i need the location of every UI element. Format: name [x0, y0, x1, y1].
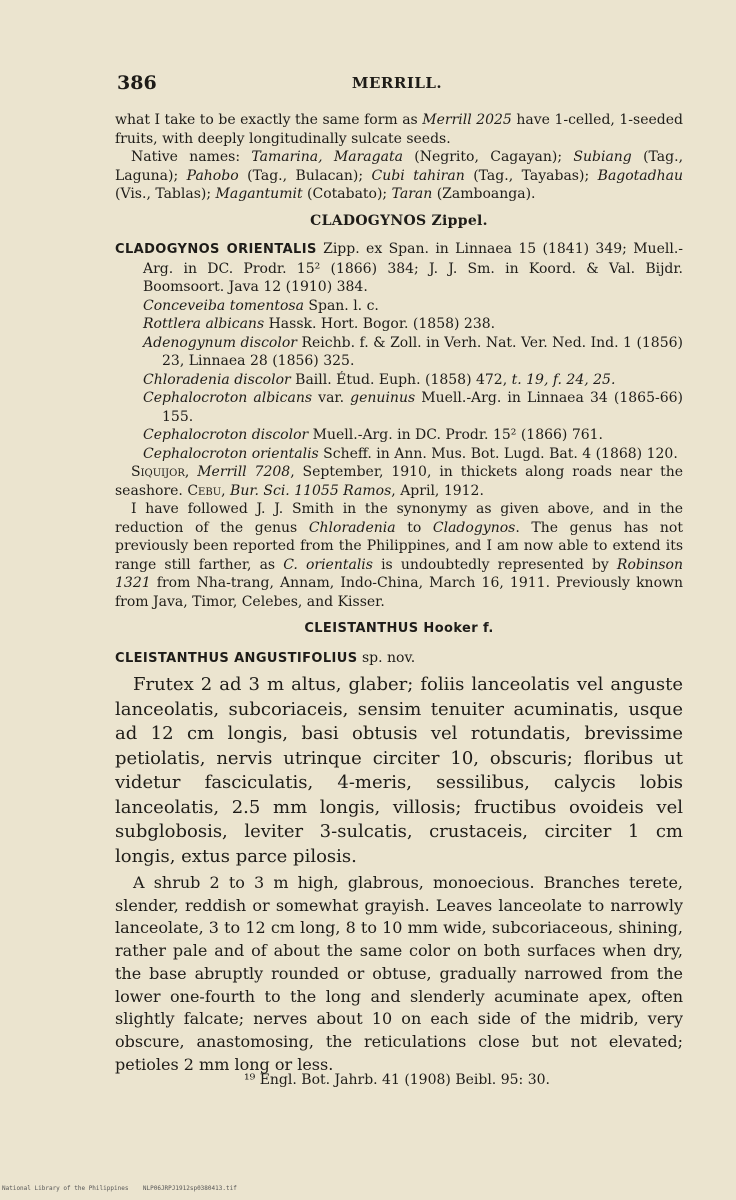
synonym-item: Rottlera albicans Hassk. Hort. Bogor. (1858) 238. [143, 316, 496, 332]
synonym-item: Cephalocroton discolor Muell.-Arg. in DC. Prodr. 15² (1866) 761. [143, 427, 603, 443]
specimen-citations: Siquijor, Merrill 7208, September, 1910, in thickets along roads near the seashore. Cebu, Bur. Sci. 11055 Ramos, April, 1912. [115, 464, 683, 499]
page-body [115, 111, 683, 1076]
synonym-item: Conceveiba tomentosa Span. l. c. [143, 297, 379, 314]
english-description: A shrub 2 to 3 m high, glabrous, monoecious. Branches terete, slender, reddish or somewhat grayish. Leaves lanceolate to narrowly lanceolate, 3 to 12 cm long, 8 to 10 mm wide, subcoriaceous, shining, rather pale and of about the same color on both surfaces when dry, the base abruptly rounded or obtuse, gradually narrowed from the lower one-fourth to the long and slenderly acuminate apex, often slightly falcate; nerves about 10 on each side of the midrib, very obscure, anastomosing, the reticulations close but not elevated; petioles 2 mm long or less. [115, 873, 683, 1074]
species-entry-cladogynos-orientalis: CLADOGYNOS ORIENTALIS Zipp. ex Span. in Linnaea 15 (1841) 349; Muell.-Arg. in DC. Prodr. 15² (1866) 384; J. J. Sm. in Koord. & Val. Bijdr. Boomsoort. Java 12 (1910) 384. [115, 241, 683, 295]
page-header [117, 72, 677, 96]
species-entry-cleistanthus-angustifolius: CLEISTANTHUS ANGUSTIFOLIUS sp. nov. [115, 649, 416, 666]
page-number: 386 [117, 72, 157, 94]
synonym-item: Cephalocroton albicans var. genuinus Muell.-Arg. in Linnaea 34 (1865-66) 155. [143, 390, 683, 425]
discussion-paragraph: I have followed J. J. Smith in the synonymy as given above, and in the reduction of the genus Chloradenia to Cladogynos. The genus has not previously been reported from the Philippines, and I am now able to extend its range still farther, as C. orientalis is undoubtedly represented by Robinson 1321 from Nha-trang, Annam, Indo-China, March 16, 1911. Previously known from Java, Timor, Celebes, and Kisser. [115, 501, 683, 610]
synonym-item: Adenogynum discolor Reichb. f. & Zoll. in Verh. Nat. Ver. Ned. Ind. 1 (1856) 23, Linnaea 28 (1856) 325. [143, 334, 683, 369]
synonym-list [115, 297, 683, 464]
synonym-item: Chloradenia discolor Baill. Étud. Euph. (1858) 472, t. 19, f. 24, 25. [143, 371, 616, 388]
genus-heading-cladogynos: CLADOGYNOS Zippel. [310, 212, 488, 229]
footnote: ¹⁹ Engl. Bot. Jahrb. 41 (1908) Beibl. 95: 30. [244, 1072, 550, 1088]
scan-footer: National Library of the Philippines NLP06JRPJ1912sp0380413.tif [2, 1185, 237, 1192]
genus-heading-cleistanthus: CLEISTANTHUS Hooker f. [304, 621, 494, 636]
synonym-item: Cephalocroton orientalis Scheff. in Ann. Mus. Bot. Lugd. Bat. 4 (1868) 120. [143, 445, 678, 462]
running-title: MERRILL. [351, 74, 443, 92]
native-names: Native names: Tamarina, Maragata (Negrito, Cagayan); Subiang (Tag., Laguna); Pahobo (Tag., Bulacan); Cubi tahiran (Tag., Tayabas); Bagotadhau (Vis., Tablas); Magantumit (Cotabato); Taran (Zamboanga). [115, 149, 684, 202]
paragraph-continuation: what I take to be exactly the same form as Merrill 2025 have 1-celled, 1-seeded fruits, with deeply longitudinally sulcate seeds. [115, 112, 683, 147]
latin-diagnosis: Frutex 2 ad 3 m altus, glaber; foliis lanceolatis vel anguste lanceolatis, subcoriaceis, sensim tenuiter acuminatis, usque ad 12 cm longis, basi obtusis vel rotundatis, brevissime petiolatis, nervis utrinque circiter 10, obscuris; floribus ut videtur fasciculatis, 4-meris, sessilibus, calycis lobis lanceolatis, 2.5 mm longis, villosis; fructibus ovoideis vel subglobosis, leviter 3-sulcatis, crustaceis, circiter 1 cm longis, extus parce pilosis. [115, 674, 683, 867]
